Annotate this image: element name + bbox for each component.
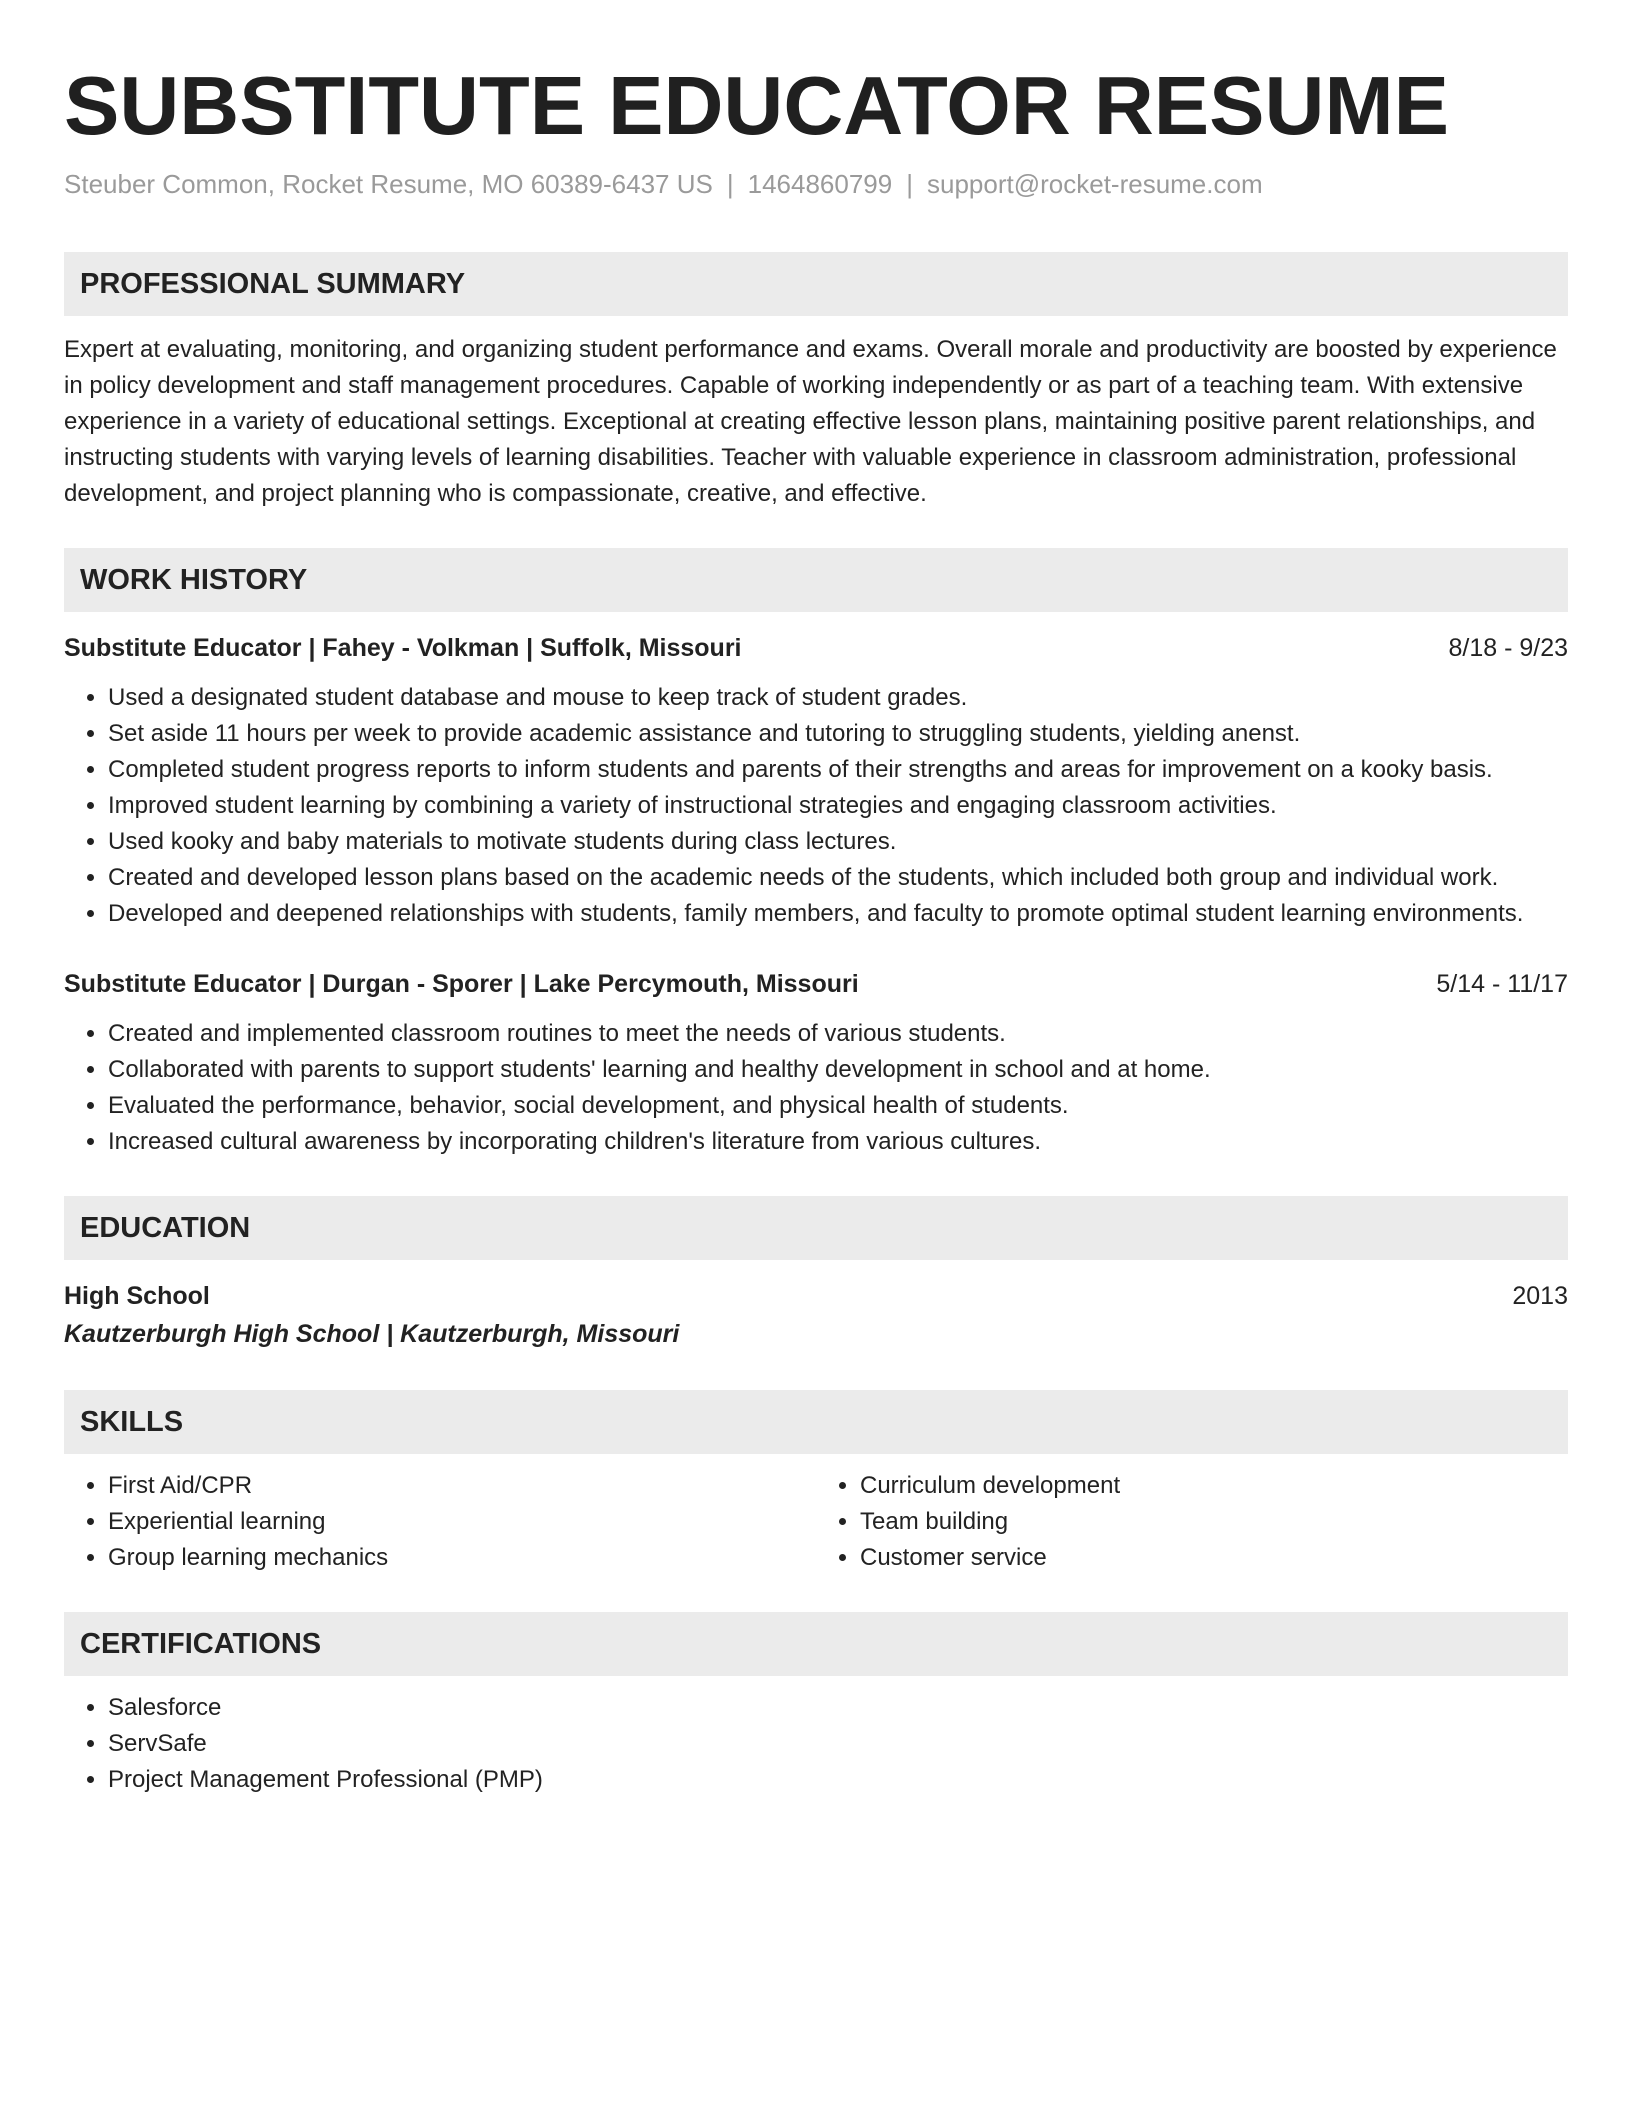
certification-item: • ServSafe (108, 1726, 1568, 1762)
contact-email: support@rocket-resume.com (927, 169, 1263, 199)
section-header-education: EDUCATION (64, 1196, 1568, 1260)
education-year: 2013 (1512, 1282, 1568, 1310)
contact-line (64, 166, 1568, 202)
job-bullet: • Increased cultural awareness by incorporating children's literature from various cultures. (108, 1124, 1568, 1160)
education-school: Kautzerburgh High School | Kautzerburgh, Missouri (64, 1320, 680, 1348)
job-title: Substitute Educator | Fahey - Volkman | Suffolk, Missouri (64, 634, 742, 662)
job-bullet: • Developed and deepened relationships with students, family members, and faculty to promote optimal student learning environments. (108, 896, 1568, 932)
skill-item: • Customer service (860, 1540, 1568, 1576)
job-bullet: • Set aside 11 hours per week to provide academic assistance and tutoring to struggling students, yielding anenst. (108, 716, 1568, 752)
job-bullet: • Created and implemented classroom routines to meet the needs of various students. (108, 1016, 1568, 1052)
education-degree: High School (64, 1282, 210, 1310)
summary-text: Expert at evaluating, monitoring, and organizing student performance and exams. Overall morale and productivity are boosted by experience in policy development and staff management procedures. Capable of working independently or as part of a teaching team. With extensive experience in a variety of educational settings. Exceptional at creating effective lesson plans, maintaining positive parent relationships, and instructing students with varying levels of learning disabilities. Teacher with valuable experience in classroom administration, professional development, and project planning who is compassionate, creative, and effective. (64, 336, 1557, 507)
skills-list-right (816, 1468, 1568, 1576)
section-header-work-history: WORK HISTORY (64, 548, 1568, 612)
skill-item: • First Aid/CPR (108, 1468, 816, 1504)
job-bullet: • Created and developed lesson plans based on the academic needs of the students, which included both group and individual work. (108, 860, 1568, 896)
job-bullet: • Collaborated with parents to support students' learning and healthy development in school and at home. (108, 1052, 1568, 1088)
resume-title: SUBSTITUTE EDUCATOR RESUME (64, 59, 1449, 152)
contact-address: Steuber Common, Rocket Resume, MO 60389-6437 US (64, 169, 713, 199)
certification-item: • Project Management Professional (PMP) (108, 1762, 1568, 1798)
section-header-summary: PROFESSIONAL SUMMARY (64, 252, 1568, 316)
section-header-certifications: CERTIFICATIONS (64, 1612, 1568, 1676)
contact-separator: | (906, 169, 913, 199)
skill-item: • Experiential learning (108, 1504, 816, 1540)
certifications-list (64, 1690, 1568, 1798)
skills-grid (64, 1468, 1568, 1576)
job-dates: 5/14 - 11/17 (1436, 970, 1568, 998)
job-bullet: • Completed student progress reports to inform students and parents of their strengths and areas for improvement on a kooky basis. (108, 752, 1568, 788)
education-entry (64, 1278, 1568, 1354)
job-bullet: • Improved student learning by combining a variety of instructional strategies and engaging classroom activities. (108, 788, 1568, 824)
skill-item: • Team building (860, 1504, 1568, 1540)
skill-item: • Curriculum development (860, 1468, 1568, 1504)
job-bullet: • Evaluated the performance, behavior, social development, and physical health of students. (108, 1088, 1568, 1124)
job-bullet: • Used a designated student database and mouse to keep track of student grades. (108, 680, 1568, 716)
job-bullet: • Used kooky and baby materials to motivate students during class lectures. (108, 824, 1568, 860)
certification-item: • Salesforce (108, 1690, 1568, 1726)
skill-item: • Group learning mechanics (108, 1540, 816, 1576)
job-dates: 8/18 - 9/23 (1448, 634, 1568, 662)
section-header-skills: SKILLS (64, 1390, 1568, 1454)
certifications (64, 1690, 1568, 1798)
job-entry (64, 966, 1568, 1160)
skills-list-left (64, 1468, 816, 1576)
contact-phone: 1464860799 (747, 169, 893, 199)
contact-separator: | (726, 169, 734, 199)
job-entry (64, 630, 1568, 932)
job-bullets (64, 680, 1568, 932)
job-title: Substitute Educator | Durgan - Sporer | Lake Percymouth, Missouri (64, 970, 859, 998)
job-bullets (64, 1016, 1568, 1160)
